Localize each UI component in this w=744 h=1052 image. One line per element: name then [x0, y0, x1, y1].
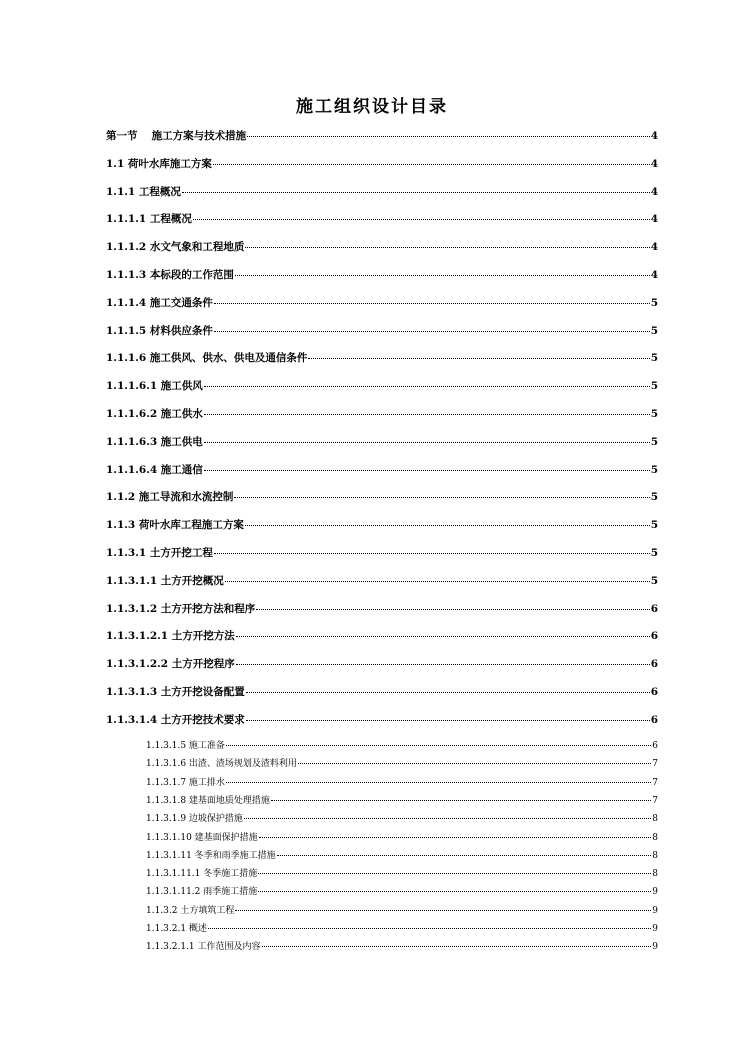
toc-entry-page: 5: [650, 435, 658, 448]
toc-entry-page: 7: [652, 777, 658, 788]
toc-entry[interactable]: [106, 323, 658, 338]
toc-entry-page: 5: [650, 408, 658, 420]
toc-entry-label: 1.1.1.6.1 施工供风: [106, 380, 203, 393]
toc-leader-dots: [271, 800, 651, 801]
toc-entry-page: 8: [652, 850, 658, 861]
toc-entry[interactable]: [106, 573, 658, 588]
toc-entry-label: 1.1.3.1.11 冬季和雨季施工措施: [146, 850, 276, 861]
toc-entry-page: 6: [650, 602, 658, 615]
toc-leader-dots: [277, 855, 652, 856]
document-title: 施工组织设计目录: [296, 97, 448, 117]
toc-leader-dots: [214, 331, 650, 332]
toc-leader-dots: [204, 414, 650, 415]
toc-entry[interactable]: [146, 738, 658, 751]
toc-leader-dots: [235, 275, 650, 276]
toc-entry[interactable]: [146, 756, 658, 769]
toc-entry-label: 1.1.1.5 材料供应条件: [106, 324, 213, 337]
toc-entry[interactable]: [106, 434, 658, 449]
toc-leader-dots: [246, 692, 650, 693]
toc-entry[interactable]: [106, 267, 658, 282]
toc-entry[interactable]: [106, 350, 658, 365]
toc-entry[interactable]: [106, 295, 658, 310]
toc-leader-dots: [236, 636, 650, 637]
toc-entry-label: 1.1.3.1.4 土方开挖技术要求: [106, 713, 245, 726]
toc-entry-page: 4: [650, 130, 658, 142]
toc-entry-page: 9: [652, 887, 658, 898]
toc-leader-dots: [204, 470, 650, 471]
toc-entry[interactable]: [106, 656, 658, 671]
toc-entry[interactable]: [106, 489, 658, 504]
toc-leader-dots: [226, 782, 651, 783]
toc-entry-label: 1.1.3.1.5 施工准备: [146, 741, 225, 751]
toc-entry-label: 1.1.1.6.4 施工通信: [106, 463, 203, 476]
toc-entry[interactable]: [146, 811, 658, 824]
toc-leader-dots: [225, 581, 650, 582]
toc-entry-page: 9: [652, 924, 658, 934]
toc-leader-dots: [204, 442, 650, 443]
toc-entry-page: 6: [650, 658, 658, 671]
toc-entry-label: 1.1.1.6.2 施工供水: [106, 408, 203, 420]
toc-entry-label: 1.1.3.1.2.2 土方开挖程序: [106, 658, 235, 671]
toc-entry[interactable]: [146, 830, 658, 843]
toc-leader-dots: [245, 247, 649, 248]
toc-entry[interactable]: [106, 406, 658, 421]
toc-entry-label: 1.1.1.4 施工交通条件: [106, 296, 213, 309]
toc-entry-page: 9: [652, 905, 658, 916]
toc-entry[interactable]: [106, 378, 658, 393]
toc-leader-dots: [182, 192, 650, 193]
toc-entry-page: 5: [650, 296, 658, 309]
toc-entry[interactable]: [106, 545, 658, 560]
toc-entry-page: 4: [650, 213, 658, 226]
toc-entry-label: 1.1.3 荷叶水库工程施工方案: [106, 519, 244, 532]
toc-entry-label: 1.1.1.3 本标段的工作范围: [106, 269, 234, 281]
toc-entry[interactable]: [106, 712, 658, 727]
toc-entry-label: 1.1.3.1.6 出渣、渣场规划及渣料利用: [146, 759, 297, 770]
toc-entry[interactable]: [146, 848, 658, 861]
toc-entry-page: 5: [650, 574, 658, 587]
toc-leader-dots: [256, 609, 649, 610]
toc-entry-page: 8: [652, 869, 658, 880]
toc-leader-dots: [259, 837, 652, 838]
toc-entry-label: 1.1 荷叶水库施工方案: [106, 157, 212, 170]
toc-entry-label: 1.1.3.1.8 建基面地质处理措施: [146, 795, 270, 806]
toc-entry[interactable]: [146, 921, 658, 934]
toc-entry[interactable]: [106, 211, 658, 226]
toc-entry[interactable]: [106, 628, 658, 643]
toc-leader-dots: [258, 891, 651, 892]
toc-entry-label: 1.1.3.1.11.2 雨季施工措施: [146, 887, 258, 898]
toc-entry-page: 7: [652, 795, 658, 806]
toc-entry-page: 5: [650, 519, 658, 532]
toc-entry[interactable]: [146, 866, 658, 879]
toc-entry-label: 1.1.3.1.11.1 冬季施工措施: [146, 869, 258, 880]
toc-entry-label: 1.1.3.1.3 土方开挖设备配置: [106, 686, 245, 698]
toc-entry-label: 1.1.3.1.9 边坡保护措施: [146, 814, 243, 825]
toc-entry-page: 4: [650, 241, 658, 254]
toc-entry[interactable]: [106, 684, 658, 699]
toc-leader-dots: [262, 946, 652, 947]
toc-entry-label: 1.1.1.6.3 施工供电: [106, 435, 203, 448]
toc-entry-label: 1.1.3.1.7 施工排水: [146, 777, 225, 788]
toc-entry-label: 1.1.1.2 水文气象和工程地质: [106, 241, 245, 254]
toc-entry-page: 6: [650, 630, 658, 643]
toc-entry-page: 6: [652, 741, 658, 751]
toc-entry-page: 5: [650, 380, 658, 393]
toc-leader-dots: [298, 763, 651, 764]
toc-entry[interactable]: [106, 517, 658, 532]
toc-entry-page: 5: [650, 491, 658, 504]
toc-entry-label: 1.1.3.1.10 建基面保护措施: [146, 832, 258, 843]
toc-leader-dots: [193, 219, 650, 220]
toc-leader-dots: [308, 358, 649, 359]
toc-leader-dots: [245, 525, 650, 526]
toc-leader-dots: [213, 164, 650, 165]
toc-entry[interactable]: [146, 903, 658, 916]
toc-entry-label: 1.1.3.1.2.1 土方开挖方法: [106, 630, 235, 643]
toc-leader-dots: [244, 818, 651, 819]
toc-leader-dots: [226, 745, 651, 746]
toc-entry-label: 1.1.3.2.1.1 工作范围及内容: [146, 942, 261, 953]
toc-entry-label: 1.1.1 工程概况: [106, 185, 181, 198]
toc-entry-label: 1.1.3.1.2 土方开挖方法和程序: [106, 602, 256, 615]
toc-entry-label: 1.1.3.2 土方填筑工程: [146, 905, 235, 916]
toc-leader-dots: [214, 303, 650, 304]
toc-entry[interactable]: [106, 601, 658, 616]
toc-entry-page: 6: [650, 686, 658, 698]
toc-leader-dots: [214, 553, 650, 554]
toc-entry[interactable]: [106, 462, 658, 477]
toc-leader-dots: [258, 873, 651, 874]
toc-entry-page: 5: [650, 324, 658, 337]
toc-entry-page: 5: [650, 463, 658, 476]
toc-entry[interactable]: [106, 239, 658, 254]
toc-entry-page: 5: [650, 352, 658, 365]
toc-entry-page: 4: [650, 185, 658, 198]
toc-entry-label: 1.1.1.1 工程概况: [106, 213, 192, 226]
toc-entry[interactable]: [106, 184, 658, 199]
toc-entry-label: 第一节 施工方案与技术措施: [106, 130, 247, 142]
toc-entry[interactable]: [146, 939, 658, 952]
toc-leader-dots: [235, 910, 651, 911]
toc-entry-label: 1.1.1.6 施工供风、供水、供电及通信条件: [106, 352, 308, 365]
toc-entry-page: 5: [650, 547, 658, 559]
toc-entry[interactable]: [146, 884, 658, 897]
toc-entry-label: 1.1.2 施工导流和水流控制: [106, 491, 234, 504]
toc-entry-page: 4: [650, 269, 658, 281]
toc-leader-dots: [236, 664, 650, 665]
toc-leader-dots: [247, 136, 650, 137]
toc-leader-dots: [204, 386, 650, 387]
toc-entry[interactable]: [146, 793, 658, 806]
toc-entry-label: 1.1.3.2.1 概述: [146, 924, 207, 934]
toc-entry-page: 8: [652, 832, 658, 843]
toc-entry-page: 8: [652, 814, 658, 825]
toc-leader-dots: [234, 497, 649, 498]
toc-leader-dots: [208, 928, 651, 929]
toc-entry-label: 1.1.3.1.1 土方开挖概况: [106, 574, 224, 587]
toc-entry[interactable]: [146, 775, 658, 788]
toc-leader-dots: [246, 720, 650, 721]
toc-entry-label: 1.1.3.1 土方开挖工程: [106, 547, 213, 559]
toc-entry[interactable]: [106, 128, 658, 143]
toc-entry-page: 7: [652, 759, 658, 770]
toc-entry-page: 6: [650, 713, 658, 726]
toc-entry-page: 9: [652, 942, 658, 953]
toc-entry[interactable]: [106, 156, 658, 171]
toc-entry-page: 4: [650, 157, 658, 170]
